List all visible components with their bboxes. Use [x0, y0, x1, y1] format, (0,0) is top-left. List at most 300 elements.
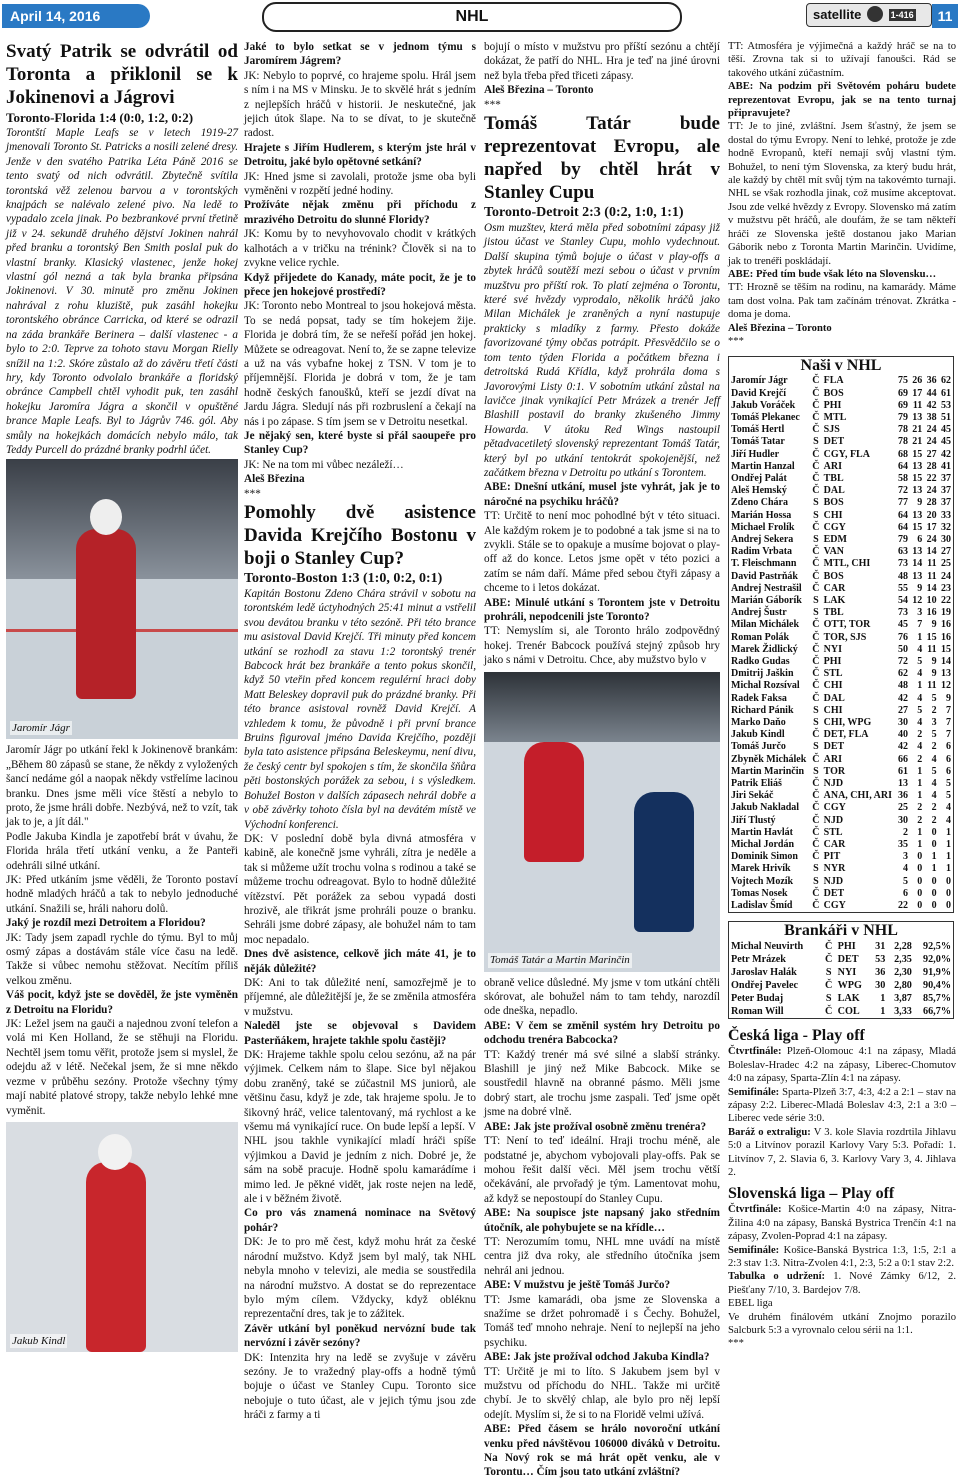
issue-number: 1-416 — [890, 10, 914, 20]
table-row — [729, 815, 954, 827]
table-cell: Č — [812, 582, 820, 594]
label: Baráž o extraligu: — [728, 1126, 811, 1138]
table-cell: 11 — [927, 558, 937, 570]
table-cell: Vojtech Mozík — [731, 875, 794, 887]
table-cell: S — [813, 607, 819, 619]
question: Naleděl jste se objevoval s Davidem Pasterňákem, hrajete takhle spolu častěji? — [244, 1020, 476, 1047]
paragraph: JK: Před utkáním jsme věděli, že Toronto postaví hodně mladých hráčů a tak to nebylo jednoduché utkání. Snažili se, hráli nahoru dolů. — [6, 874, 238, 915]
table-cell: OTT, TOR — [823, 619, 871, 631]
question: Když přijedete do Kanady, máte pocit, že je to přece jen hokejové prostředí? — [244, 271, 476, 298]
table-cell: Radko Gudas — [731, 656, 790, 668]
table-cell: 11 — [927, 680, 937, 692]
table-cell: 64 — [897, 509, 908, 521]
table-cell: Č — [812, 656, 820, 668]
table-row — [729, 802, 954, 814]
table-cell: Andrej Sekera — [731, 533, 794, 545]
table-cell: Martin Havlát — [731, 826, 793, 838]
score-toronto-boston: Toronto-Boston 1:3 (1:0, 0:2, 0:1) — [244, 571, 443, 586]
table-cell: 2 — [917, 814, 923, 826]
table-cell: 5 — [931, 765, 937, 777]
table-cell: 17 — [926, 521, 937, 533]
page-number: 11 — [932, 4, 958, 28]
table-cell: Tomáš Tatar — [731, 436, 785, 448]
table-row — [729, 461, 954, 473]
table-cell: 55 — [897, 582, 908, 594]
table-cell: 14 — [926, 582, 937, 594]
question: ABE: Před tím bude však léto na Slovensku… — [728, 268, 937, 280]
table-cell: NYR — [823, 863, 846, 875]
table-cell: 9 — [931, 619, 937, 631]
table-row — [729, 400, 954, 412]
table-cell: Č — [812, 631, 820, 643]
table-cell: COL — [837, 1006, 860, 1018]
paragraph: TT: Nerozumím tomu, NHL mne uvádí na místě centra již dva roky, ale středního útočníka jsem nehrál ani jednou. — [484, 1235, 720, 1277]
table-cell: CGY, FLA — [823, 448, 870, 460]
table-cell: S — [813, 717, 819, 729]
table-cell: 30 — [897, 814, 908, 826]
table-cell: 45 — [897, 619, 908, 631]
table-cell: 0 — [917, 851, 923, 863]
table-cell: Č — [812, 692, 820, 704]
paragraph: 1. Nové Zámky 6/12, 2. Piešťany 7/10, 3. Bardejov 7/8. — [728, 1271, 957, 1296]
table-cell: 61 — [941, 387, 951, 399]
table-cell: 1 — [917, 680, 923, 692]
table-row — [729, 644, 954, 656]
paragraph: Podle Jakuba Kindla je zapotřebí brát v úvahu, že Florida hrála třetí utkání venku, a že Panteři odehráli silné utkání. — [6, 830, 238, 872]
photo-caption-kindl: Jakub Kindl — [12, 1334, 66, 1347]
table-cell: 37 — [941, 497, 951, 509]
table-cell: CHI — [823, 680, 843, 692]
table-cell: 48 — [897, 680, 908, 692]
table-cell: S — [813, 436, 819, 448]
table-cell: Č — [812, 448, 820, 460]
table-cell: 44 — [926, 387, 937, 399]
table-cell: 3 — [902, 851, 908, 863]
paragraph: bojují o místo v mužstvu pro příští sezónu a chtějí dokázat, že patří do NHL. Hra je teď na jiné úrovni než byla třeba před třiceti zápasy. — [484, 41, 720, 82]
table-row — [729, 583, 954, 595]
table-cell: LAK — [837, 993, 860, 1005]
table-row — [729, 876, 954, 888]
table-cell: 78 — [897, 436, 908, 448]
table-cell: BOS — [823, 570, 844, 582]
table-cell: 62 — [897, 668, 908, 680]
satellite-logo — [806, 3, 932, 27]
table-cell: Michael Frolík — [731, 521, 795, 533]
table-cell: 7 — [946, 704, 951, 716]
table-cell: 75 — [897, 375, 908, 387]
table-cell: Ondřej Pavelec — [731, 980, 799, 992]
czech-league-title: Česká liga - Play off — [728, 1027, 865, 1045]
table-cell: Milan Michálek — [731, 619, 800, 631]
table-cell: 21 — [912, 436, 923, 448]
table-cell: 1 — [946, 863, 951, 875]
table-cell: NJD — [823, 778, 844, 790]
table-row — [729, 705, 954, 717]
table-cell: 9 — [946, 692, 951, 704]
paragraph: JK: Ne na tom mi vůbec nezáleží… — [244, 458, 404, 471]
table-cell: EDM — [823, 533, 847, 545]
table-row — [729, 839, 954, 851]
table-cell: Č — [812, 619, 820, 631]
question: Dnes dvě asistence, celkově jich máte 41, je to něják důležité? — [244, 948, 476, 975]
table-cell: 62 — [941, 375, 951, 387]
column-1 — [6, 40, 238, 1380]
paragraph: V 3. kole Slavia rozdrtila Jihlavu 5:0 a Litvínov porazil Karlovy Vary 5:3. Pořadí: 1. Litvínov 7, 2. Slavia 6, 3. Karlovy Vary 3, 4. Jihlava 2. — [728, 1126, 956, 1178]
slovak-league-title: Slovenská liga – Play off — [728, 1185, 895, 1203]
table-cell: PHI — [823, 399, 842, 411]
table-cell: 36 — [897, 790, 908, 802]
table-cell: DET — [823, 741, 845, 753]
table-cell: 13 — [912, 509, 923, 521]
table-cell: 5 — [931, 692, 937, 704]
label: Tabulka o udržení: — [728, 1271, 826, 1283]
table-cell: 2 — [931, 802, 937, 814]
table-cell: 85,7% — [922, 993, 951, 1005]
table-cell: 66 — [897, 753, 908, 765]
table-row — [729, 607, 954, 619]
table-cell: 15 — [926, 631, 937, 643]
label: Čtvrtfinále: — [728, 1046, 782, 1058]
table-cell: Č — [825, 941, 833, 953]
table-cell: 1 — [917, 826, 923, 838]
table-cell: DET, FLA — [823, 729, 869, 741]
table-cell: Č — [812, 411, 820, 423]
article-lead: Torontští Maple Leafs se v letech 1919-27 jmenovali Toronto St. Patricks a nosili zelené dresy. Jenže v den svatého Patrika Léta Páně 2016 se tento svatý od nich odvrátil. Zbytečně svítila torontská věž zelenou barvou a v torontských knajpách se nalévalo zelené pivo. Na ledě to vypadalo zcela jinak. Po bezbrankové první třetině již v 24. sekundě druhého dějství Jokinen nahrál před branku a torontský Ben Smith poslal puk do vlastní branky. Klasický vlastenec, jenže hokej vlastní gól nezná a tak byla branka připsána Jokinenovi. V 30. minutě pro změnu Jokinen nahrával z rohu kluziště, puk zasáhl hokejku torontského obránce Carricka, od které se odrazil na záda brankáře Berinera – další vlastenec - a bylo to 2:0. Teprve za tohoto stavu Morgan Rielly snížil na 1:2. Skóre zůstalo až do závěru třetí části hry, kdy Toronto odvolalo brankáře a floridský obránce Campbell chtěl vyhodit puk, ten zasáhl hokejku Jaromíra Jágra a skončil v opuštěné brance Maple Leafs. Byl to Jágrův 746. gól. Aby smůly na hokejkách domácích nebylo málo, tak Teddy Purcell do prázdné branky podrhl účet. — [6, 127, 238, 456]
table-cell: 9 — [917, 497, 923, 509]
table-cell: 13 — [912, 411, 923, 423]
table-cell: Č — [825, 1006, 833, 1018]
table-cell: Č — [812, 778, 820, 790]
table-cell: 1 — [931, 863, 937, 875]
table-cell: Jaroslav Halák — [731, 967, 797, 979]
table-cell: Aleš Hemský — [731, 485, 787, 497]
paragraph: DK: Ani to tak důležité není, samozřejmě je to příjemné, ale důležitější je, že se změnila atmosféra v mužstvu. — [244, 976, 476, 1018]
table-cell: Č — [812, 472, 820, 484]
table-cell: 5 — [917, 704, 923, 716]
table-row — [729, 900, 954, 913]
table-cell: 13 — [912, 570, 923, 582]
table-cell: TOR — [823, 765, 846, 777]
table-cell: Č — [812, 802, 820, 814]
table-cell: 4 — [902, 863, 908, 875]
table-cell: Č — [812, 900, 820, 912]
table-cell: 4 — [931, 778, 937, 790]
question: Je nějaký sen, které byste si přál saoupeře pro Stanley Cup? — [244, 429, 476, 457]
table-cell: 4 — [917, 741, 923, 753]
table-cell: 77 — [897, 497, 908, 509]
table-cell: 10 — [926, 595, 937, 606]
table-cell: Radek Faksa — [731, 692, 787, 704]
table-cell: 92,0% — [922, 954, 951, 966]
table-cell: Zdeno Chára — [731, 497, 788, 509]
question: ABE: V mužstvu je ještě Tomáš Jurčo? — [484, 1279, 671, 1292]
table-cell: 5 — [946, 778, 951, 790]
table-cell: CHI — [823, 509, 843, 521]
table-cell: MTL, CHI — [823, 558, 871, 570]
paragraph: Ve druhém finálovém utkání Znojmo porazilo Salcburk 5:3 a vyrovnalo celou sérii na 1:1. — [728, 1311, 956, 1336]
question: Hrajete s Jiřím Hudlerem, s kterým jste hrál v Detroitu, jaké bylo opětovné setkání? — [244, 141, 476, 169]
paragraph: obraně velice důsledné. My jsme v tom utkání chtěli skórovat, ale bohužel nám to tam tehdy, narozdíl ode dneška, nepadlo. — [484, 976, 720, 1018]
table-cell: Č — [812, 753, 820, 765]
table-cell: 22 — [941, 595, 951, 606]
table-cell: 28 — [926, 460, 937, 472]
table-row — [729, 790, 954, 802]
question: ABE: Dnešní utkání, musel jste vyhrát, jak je to náročné na psychiku hráčů? — [484, 481, 720, 508]
table-cell: 64 — [897, 460, 908, 472]
table-cell: 79 — [897, 411, 908, 423]
paragraph: JK: Komu by to nevyhovovalo chodit v krátkých kalhotách a v tričku na trénink? Člověk si na to zvykne velice rychle. — [244, 228, 476, 270]
table-cell: 1 — [946, 826, 951, 838]
table-cell: 51 — [941, 411, 951, 423]
table-cell: 14 — [912, 558, 923, 570]
table-cell: STL — [823, 826, 843, 838]
table-cell: 0 — [931, 826, 937, 838]
table-cell: 1 — [917, 778, 923, 790]
paragraph: TT: Atmosféra je výjimečná a každý hráč se na to těší. Zrovna tak si to užívají fanoušci. Rád se takového utkání zúčastním. — [728, 41, 956, 79]
table-cell: Č — [812, 570, 820, 582]
table-cell: 3 — [917, 607, 923, 619]
table-row — [729, 388, 954, 400]
table-cell: LAK — [823, 595, 846, 606]
table-cell: TBL — [823, 607, 844, 619]
table-cell: Andrej Šustr — [731, 607, 787, 619]
photo-jagr — [6, 459, 238, 739]
table-cell: Andrej Nestrašil — [731, 582, 802, 594]
table-cell: 22 — [926, 472, 937, 484]
table-row — [729, 754, 954, 766]
table-row — [729, 979, 954, 992]
table-cell: 24 — [926, 424, 937, 436]
table-cell: 36 — [926, 375, 937, 387]
table-cell: Zbyněk Michálek — [731, 753, 807, 765]
nhl-players-table — [728, 356, 954, 913]
table-cell: Č — [812, 643, 820, 655]
table-cell: Tomáš Plekanec — [731, 411, 800, 423]
table-cell: Marko Daňo — [731, 717, 786, 729]
paragraph: JK: Ležel jsem na gauči a najednou zvoní telefon a volá mi Ken Holland, že se stěhuji na Floridu. Nechtěl jsem tomu věřit, protože jsem si myslel, že odejdu až v létě. Nečekal jsem, že si mne někdo vezme v průběhu sezóny. Protože všechny týmy mají nabité platové stropy, takže nebylo lehké mne vyměnit. — [6, 1018, 238, 1117]
table-cell: 76 — [897, 631, 908, 643]
author-signature: Aleš Březina – Toronto — [728, 322, 832, 334]
table-cell: Jaromír Jágr — [731, 375, 788, 387]
table-cell: 30 — [897, 717, 908, 729]
table-cell: PIT — [823, 851, 841, 863]
table-cell: 1 — [946, 851, 951, 863]
table-cell: David Krejčí — [731, 387, 787, 399]
table-row — [729, 546, 954, 558]
paragraph: TT: Každý trenér má své silné a slabší stránky. Blashill je jiný než Mike Babcock. Mike se soustředil hlavně na obranné pásmo. Měli jsme dobrý start, ale trochu jsme zaspali. Teď jsme opět jsme na dobré vlně. — [484, 1048, 720, 1119]
table-cell: 16 — [926, 607, 937, 619]
table-cell: 35 — [897, 839, 908, 851]
table-cell: 7 — [946, 729, 951, 741]
table-cell: Č — [812, 839, 820, 851]
table-cell: CHI, WPG — [823, 717, 872, 729]
table-row — [729, 863, 954, 875]
table-cell: 14 — [941, 656, 951, 668]
table-cell: CGY — [823, 521, 846, 533]
photo-caption-jagr: Jaromír Jágr — [12, 721, 70, 734]
table-cell: Tomas Nosek — [731, 887, 788, 899]
table-cell: 27 — [897, 704, 908, 716]
table-cell: 7 — [946, 717, 951, 729]
table-cell: 61 — [897, 765, 908, 777]
table-cell: 48 — [897, 570, 908, 582]
table-cell: 27 — [941, 546, 951, 558]
table-row — [729, 741, 954, 753]
table-cell: SJS — [823, 424, 840, 436]
table-cell: Č — [812, 814, 820, 826]
table-cell: 16 — [941, 631, 951, 643]
table-cell: 2 — [917, 802, 923, 814]
table-cell: Radim Vrbata — [731, 546, 793, 558]
table-cell: 26 — [912, 375, 923, 387]
table-row — [729, 571, 954, 583]
table-cell: 2 — [902, 826, 908, 838]
table-cell: Ladislav Šmíd — [731, 900, 793, 912]
table-cell: 4 — [946, 802, 951, 814]
table-cell: 2 — [917, 753, 923, 765]
table-cell: 2,80 — [894, 980, 912, 992]
table-cell: 0 — [946, 900, 951, 912]
table-cell: CAR — [823, 582, 846, 594]
table-cell: 33 — [941, 509, 951, 521]
table-row — [729, 693, 954, 705]
table-cell: ARI — [823, 460, 842, 472]
table-cell: 53 — [941, 399, 951, 411]
table-cell: 45 — [941, 424, 951, 436]
table-cell: 0 — [946, 875, 951, 887]
table-cell: 42 — [926, 399, 937, 411]
table-cell: 14 — [926, 546, 937, 558]
table-cell: Marián Gáborík — [731, 595, 802, 606]
table-cell: CGY — [823, 900, 846, 912]
table-row — [729, 558, 954, 570]
table-cell: Peter Budaj — [731, 993, 784, 1005]
paragraph: Košice-Banská Bystrica 1:3, 1:5, 2:1 a 2:3 stav 1:3. Nitra-Zvolen 4:1, 2:3, 5:2 a 0:1 stav 2:2. — [728, 1244, 956, 1269]
paragraph: Jaromír Jágr po utkání řekl k Jokinenově brankám: „Během 80 zápasů se stane, že někdy z vyložených šancí nedáme gól a naopak někdy vstřelíme lacinou branku. Dnes jsme měli více štěstí a nebylo to proto, že jsme hráli dobře. Nezbývá, než to vzít, tak jak to je, a jít dál." — [6, 744, 238, 829]
table-cell: Č — [812, 851, 820, 863]
table-cell: 4 — [917, 643, 923, 655]
table-cell: 1 — [917, 790, 923, 802]
table-cell: T. Fleischmann — [731, 558, 797, 570]
table-row — [729, 424, 954, 436]
table-cell: Č — [812, 558, 820, 570]
table-cell: 12 — [941, 680, 951, 692]
table-cell: MTL — [823, 411, 847, 423]
table-cell: 6 — [946, 765, 951, 777]
table-cell: 2 — [931, 704, 937, 716]
table-cell: 24 — [926, 436, 937, 448]
table-cell: 0 — [946, 887, 951, 899]
table-cell: 42 — [897, 692, 908, 704]
paragraph: JK: Toronto nebo Montreal to jsou hokejová města. To se nedá popsat, tady se tím hokejem žije. Florida je dobrá tím, že se neřeší pořád jen hokej. Můžete se odreagovat. Není to, že se zapne televize a už na vás vybafne hokej z TSN. V tom je to příjemnější. Florida je dobrá v tom, že je tam hodně českých fanoušků, kteří se jezdí dívat na Jardu Jágra. Sledují nás při rozbruslení a čekají na nás i po zápase. S tím jsem se v Detroitu nesetkal. — [244, 300, 476, 428]
table-row — [729, 436, 954, 448]
table-cell: 63 — [897, 546, 908, 558]
paragraph: TT: Je to jiné, zvláštní. Jsem šťastný, že jsem se dostal do týmu Evropy. Není to lehké, protože je zde hodně Evropanů, kteří nemají svůj vlastní tým. Bohužel, to není tým Slovenska, za který budu hrát, ale každý by chtěl mít svůj tým na takovémto turnaji. NHL se však rozhodla jinak, což musíme akceptovat. Jsou zde velké hvězdy z Evropy. Slovensko má zatím v mužstvu pět hráčů, ale doufám, že se tam někteří hráči ze Slovenska ještě dostanou jako Marian Gáborik nebo z Toronta Martin Marinčin. Uvidíme, jak to trenéři poskládají. — [728, 121, 956, 267]
globe-icon — [867, 6, 883, 22]
question: Prožíváte nějak změnu při příchodu z mrazivého Detroitu do slunné Floridy? — [244, 199, 476, 226]
table-cell: 41 — [941, 460, 951, 472]
logo-text: satellite — [813, 7, 862, 22]
table-cell: 36 — [875, 967, 886, 979]
table-row — [729, 729, 954, 741]
question: ABE: Na podzim při Světovém poháru budete reprezentovat Evropu, jak se na tento turnaj připravujete? — [728, 81, 956, 120]
question: ABE: Jak jste prožíval odchod Jakuba Kindla? — [484, 1351, 710, 1364]
question: ABE: Minulé utkání s Torontem jste v Detroitu prohráli, nepodcenili jste Toronto? — [484, 596, 720, 623]
table-cell: Dmitrij Jaškin — [731, 668, 794, 680]
table-cell: S — [813, 863, 819, 875]
table-cell: 79 — [897, 533, 908, 545]
table-row — [729, 851, 954, 863]
table-cell: Č — [812, 668, 820, 680]
table-cell: 69 — [897, 399, 908, 411]
table-cell: S — [813, 765, 819, 777]
table-cell: 78 — [897, 424, 908, 436]
table-cell: WPG — [837, 980, 862, 992]
page-header — [0, 0, 960, 34]
question: Co pro vás znamená nominace na Světový pohár? — [244, 1207, 476, 1234]
table-cell: 58 — [897, 472, 908, 484]
table-cell: 0 — [931, 839, 937, 851]
table-cell: 42 — [897, 741, 908, 753]
separator-stars: *** — [484, 98, 501, 111]
table-cell: 9 — [917, 582, 923, 594]
table-cell: Č — [812, 887, 820, 899]
table-cell: Č — [812, 460, 820, 472]
question: ABE: Na soupisce jste napsaný jako středním útočník, ale pohybujete se na křídle… — [484, 1207, 720, 1234]
table-cell: 37 — [941, 472, 951, 484]
table-cell: 1 — [931, 851, 937, 863]
table-cell: Č — [812, 546, 820, 558]
author-signature: Aleš Březina – Toronto — [484, 84, 594, 97]
table-cell: 5 — [946, 790, 951, 802]
table-cell: 9 — [931, 668, 937, 680]
table-cell: S — [813, 741, 819, 753]
label: Čtvrtfinále: — [728, 1204, 782, 1216]
paragraph: JK: Hned jsme si zavolali, protože jsme oba byli vyměněni v rozpětí jedné hodiny. — [244, 170, 476, 198]
table-cell: 13 — [941, 668, 951, 680]
table-cell: Marek Hrivík — [731, 863, 791, 875]
table-cell: 0 — [917, 875, 923, 887]
table-cell: FLA — [823, 375, 844, 387]
table-cell: 1 — [880, 993, 886, 1005]
paragraph: JK: Tady jsem zapadl rychle do týmu. Byl to můj osmý zápas a dostávám stále více času na ledě. Takže si vůbec nemohu stěžovat. Necítím příliš velkou změnu. — [6, 931, 238, 987]
table-cell: 0 — [931, 875, 937, 887]
table-cell: S — [825, 993, 832, 1005]
question: Jaké to bylo setkat se v jednom týmu s Jaromírem Jágrem? — [244, 41, 476, 68]
table-cell: 3 — [931, 717, 937, 729]
table-cell: 32 — [941, 521, 951, 533]
table-cell: 24 — [926, 485, 937, 497]
table-cell: PHI — [837, 941, 856, 953]
table-cell: Č — [812, 399, 820, 411]
table-cell: Jakub Nakladal — [731, 802, 800, 814]
table-cell: 13 — [897, 778, 908, 790]
table-row — [729, 632, 954, 644]
separator-stars: *** — [244, 487, 261, 500]
table-cell: 13 — [912, 485, 923, 497]
table-cell: 69 — [897, 387, 908, 399]
article-lead: Kapitán Bostonu Zdeno Chára strávil v sobotu na torontském ledě úctyhodných 25:41 minut a vstřelil svou devátou branku v této sezóně. Při této brance mu asistoval David Krejčí. Tři minuty před koncem utkání se rozhodl za stavu 1:2 torontský trenér Babcock hrát bez brankáře a tento pokus skončil, když 50 vteřin před koncem regulérní hraci doby Matt Beleskey dopravil puk do prázdné branky. Při této brance asistoval rovněž David Krejčí. A vzhledem k tomu, že původně i při první brance Bruins figuroval jméno Davida Krejčího, později byla tato asistence připsána Beleskeymu, není divu, že český centr byl spokojen s tím, že skončila šňůra pěti bostonských porážek za sebou, i s výsledkem. Bohužel Boston v dalších zápasech nehrál dobře a v obě závěrky tohoto čísla byl na devátém místě ve Východní konferenci. — [244, 588, 476, 831]
table-cell: VAN — [823, 546, 845, 558]
table-cell: Č — [825, 954, 833, 966]
table-cell: NJD — [823, 814, 844, 826]
table-cell: 17 — [912, 387, 923, 399]
table-row — [729, 485, 954, 497]
paragraph: DK: Intenzita hry na ledě se zvyšuje v závěru sezóny. Je to vražedný play-offs a hodně týmů bojuje o účast ve Stanley Cupu. Toronto sice nebojuje o tuto účast, ale v jejich týmu jsou zde hráči z farmy a ti — [244, 1351, 476, 1422]
table-cell: 72 — [897, 656, 908, 668]
table-cell: Č — [812, 485, 820, 497]
table-cell: 91,9% — [922, 967, 951, 979]
